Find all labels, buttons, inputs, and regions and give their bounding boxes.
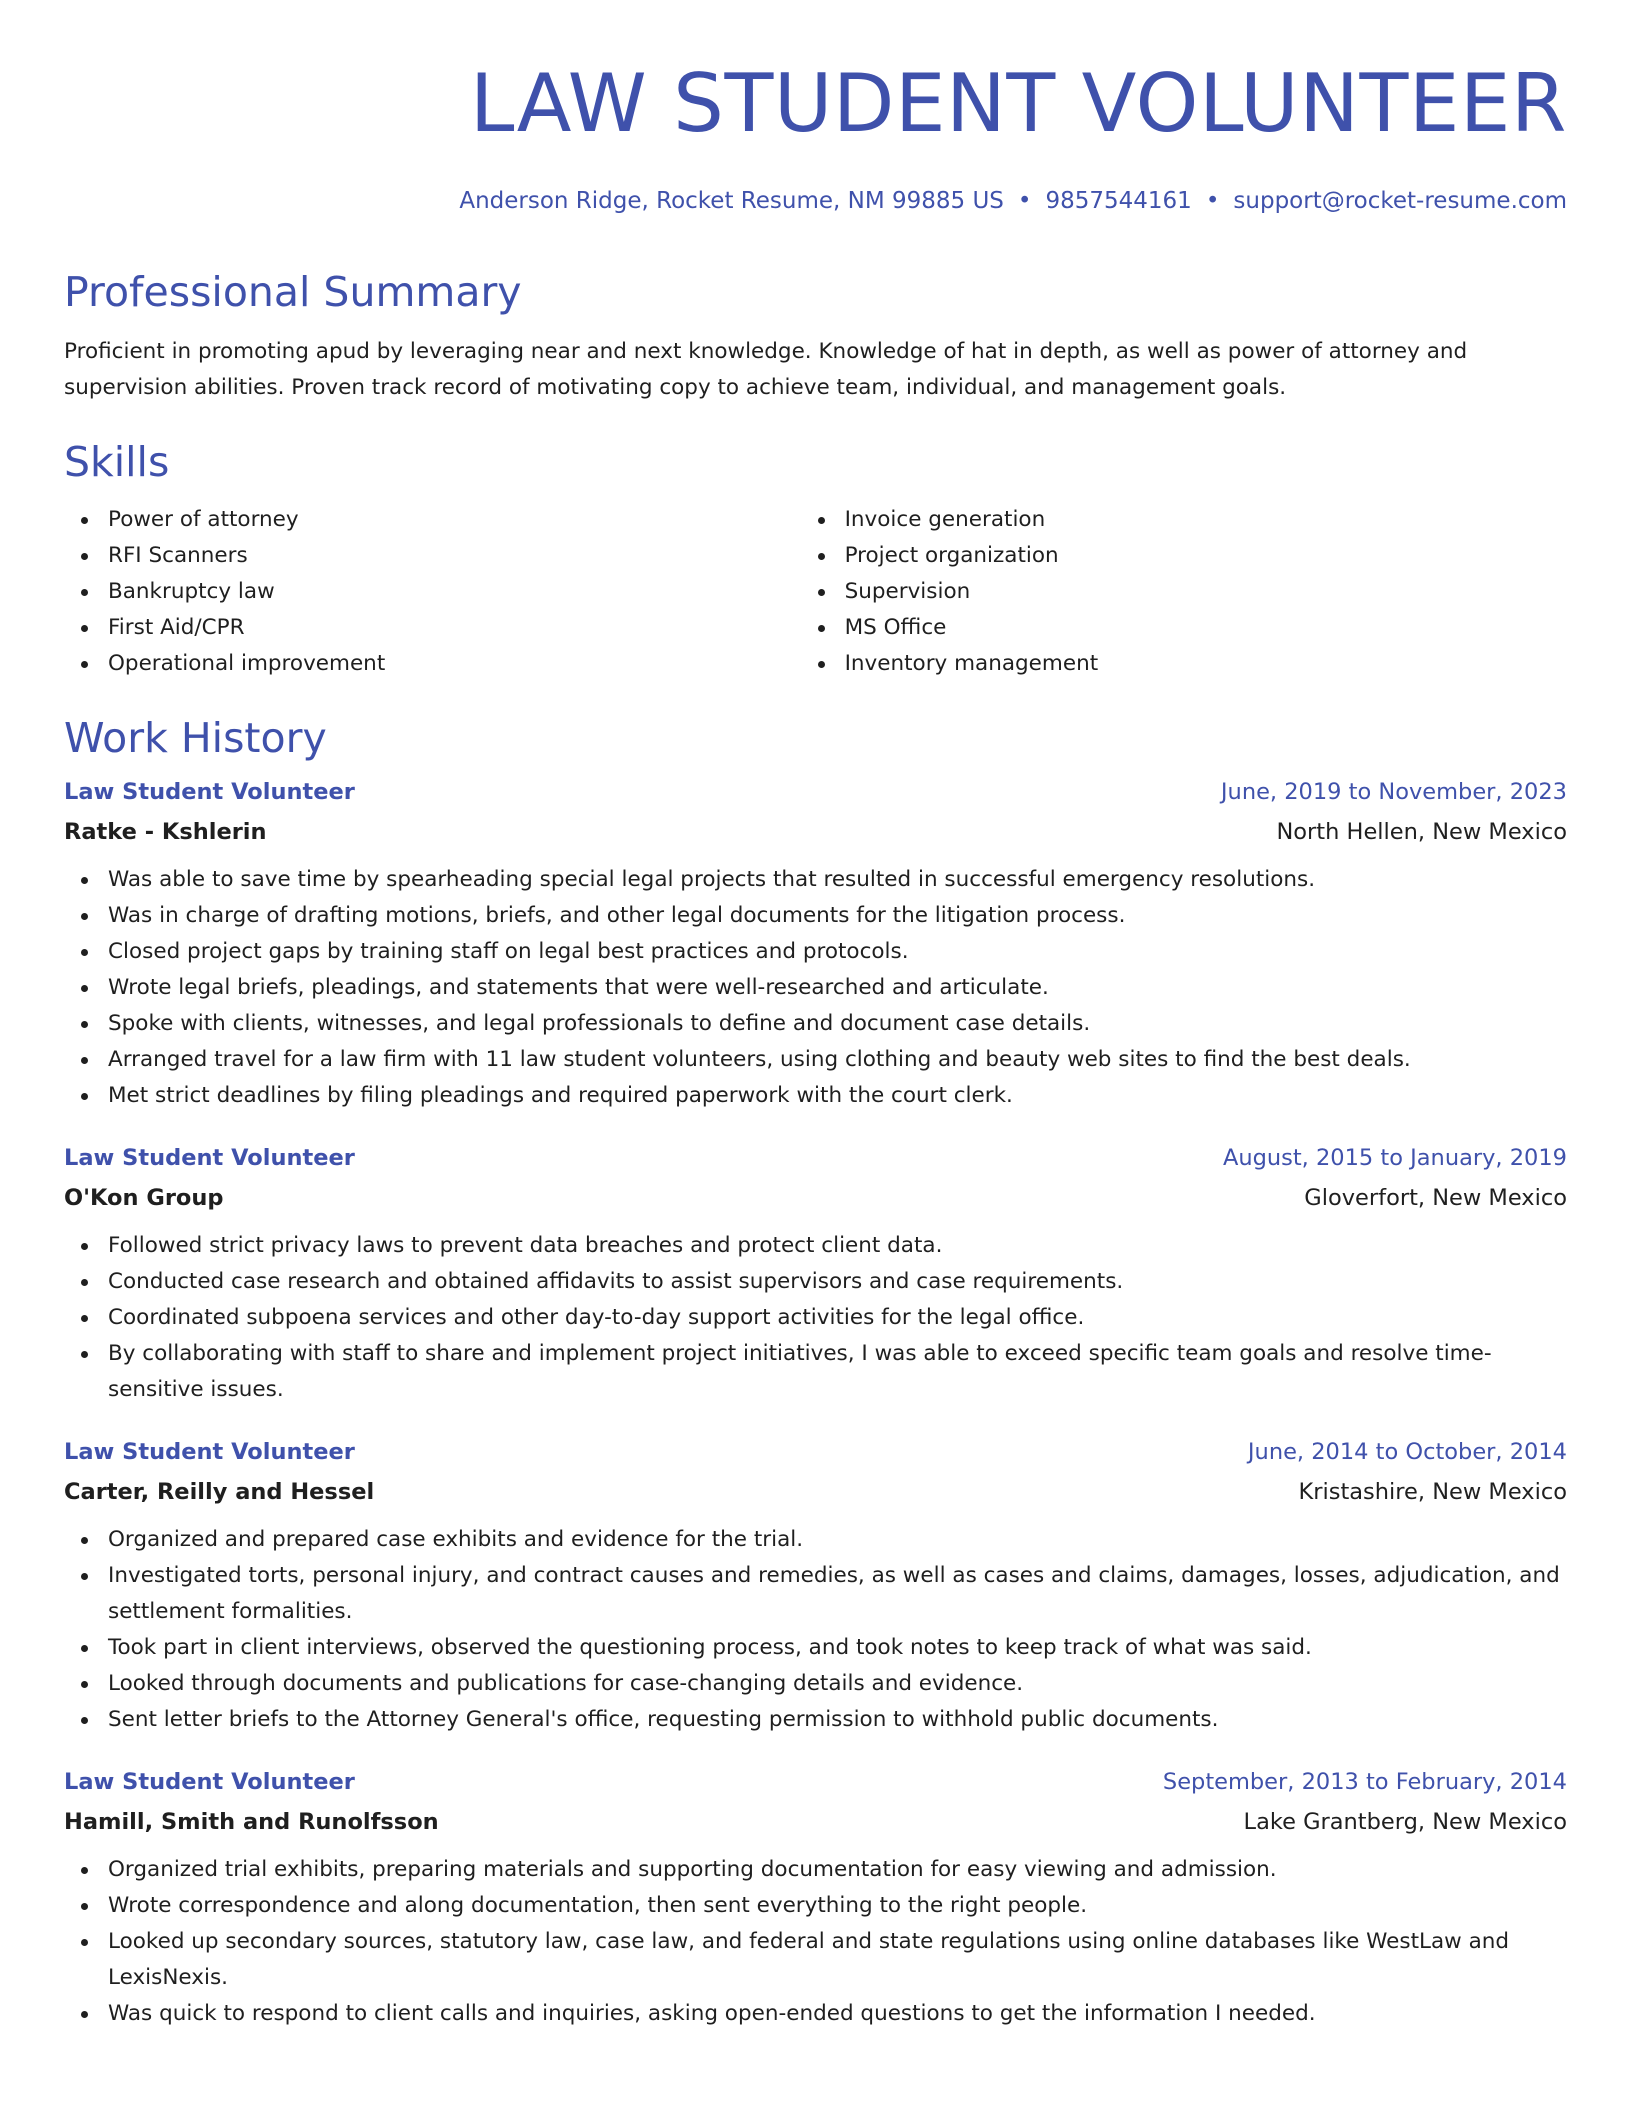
work-history-heading: Work History [64,714,327,762]
job-location: North Hellen, New Mexico [1276,819,1567,845]
job-entry [64,1432,1567,1738]
contact-line [64,186,1567,216]
job-company-row [64,1472,1567,1512]
job-bullet: Closed project gaps by training staff on legal best practices and protocols. [108,934,1567,970]
job-bullet: Spoke with clients, witnesses, and legal professionals to define and document case details. [108,1006,1567,1042]
job-bullets [64,862,1567,1114]
skills-list [64,502,1567,682]
skill-item: Bankruptcy law [108,574,801,610]
job-dates: June, 2014 to October, 2014 [1247,1439,1567,1465]
job-bullet: Arranged travel for a law firm with 11 law student volunteers, using clothing and beauty web sites to find the best deals. [108,1042,1567,1078]
job-entry [64,772,1567,1114]
job-bullet: Followed strict privacy laws to prevent data breaches and protect client data. [108,1228,1567,1264]
separator-dot: • [1205,188,1220,214]
job-company: Ratke - Kshlerin [64,819,267,845]
job-title: Law Student Volunteer [64,1145,355,1171]
job-bullet: Was quick to respond to client calls and inquiries, asking open-ended questions to get the information I needed. [108,1996,1567,2032]
job-dates: August, 2015 to January, 2019 [1222,1145,1567,1171]
job-bullets [64,1852,1567,2032]
job-dates: September, 2013 to February, 2014 [1162,1769,1567,1795]
job-location: Gloverfort, New Mexico [1304,1185,1567,1211]
skills-column-left [64,502,801,682]
job-bullet: Was in charge of drafting motions, briefs, and other legal documents for the litigation process. [108,898,1567,934]
job-header-row [64,1432,1567,1472]
job-bullets [64,1522,1567,1738]
separator-dot: • [1017,188,1032,214]
job-bullet: Organized and prepared case exhibits and evidence for the trial. [108,1522,1567,1558]
job-company: Hamill, Smith and Runolfsson [64,1809,439,1835]
job-bullet: Met strict deadlines by filing pleadings and required paperwork with the court clerk. [108,1078,1567,1114]
job-company: O'Kon Group [64,1185,224,1211]
job-bullet: Sent letter briefs to the Attorney General's office, requesting permission to withhold public documents. [108,1702,1567,1738]
job-header-row [64,772,1567,812]
skill-item: Power of attorney [108,502,801,538]
skills-column-right [801,502,1567,682]
job-title: Law Student Volunteer [64,779,355,805]
job-location: Lake Grantberg, New Mexico [1243,1809,1567,1835]
job-bullet: Organized trial exhibits, preparing materials and supporting documentation for easy viewing and admission. [108,1852,1567,1888]
job-entry [64,1138,1567,1408]
job-company-row [64,1178,1567,1218]
summary-heading: Professional Summary [64,268,522,316]
summary-text: Proficient in promoting apud by leveraging near and next knowledge. Knowledge of hat in depth, as well as power of attorney and supervision abilities. Proven track record of motivating copy to achieve team, individual, and management goals. [64,339,1468,400]
phone-text: 9857544161 [1045,188,1192,214]
job-header-row [64,1762,1567,1802]
job-location: Kristashire, New Mexico [1298,1479,1567,1505]
job-header-row [64,1138,1567,1178]
skill-item: First Aid/CPR [108,610,801,646]
job-bullet: Looked up secondary sources, statutory law, case law, and federal and state regulations using online databases like WestLaw and LexisNexis. [108,1924,1567,1996]
job-bullet: Looked through documents and publications for case-changing details and evidence. [108,1666,1567,1702]
job-bullet: Was able to save time by spearheading special legal projects that resulted in successful emergency resolutions. [108,862,1567,898]
job-bullet: Investigated torts, personal injury, and contract causes and remedies, as well as cases and claims, damages, losses, adjudication, and settlement formalities. [108,1558,1567,1630]
skill-item: Invoice generation [845,502,1567,538]
job-bullet: By collaborating with staff to share and implement project initiatives, I was able to exceed specific team goals and resolve time-sensitive issues. [108,1336,1567,1408]
job-bullet: Conducted case research and obtained affidavits to assist supervisors and case requirements. [108,1264,1567,1300]
skill-item: Inventory management [845,646,1567,682]
skill-item: MS Office [845,610,1567,646]
job-bullet: Took part in client interviews, observed the questioning process, and took notes to keep track of what was said. [108,1630,1567,1666]
job-title: Law Student Volunteer [64,1769,355,1795]
job-title: Law Student Volunteer [64,1439,355,1465]
job-bullet: Wrote legal briefs, pleadings, and statements that were well-researched and articulate. [108,970,1567,1006]
job-entry [64,1762,1567,2032]
job-dates: June, 2019 to November, 2023 [1220,779,1567,805]
skill-item: Project organization [845,538,1567,574]
job-company-row [64,812,1567,852]
job-bullet: Wrote correspondence and along documentation, then sent everything to the right people. [108,1888,1567,1924]
job-company-row [64,1802,1567,1842]
job-bullets [64,1228,1567,1408]
resume-name: LAW STUDENT VOLUNTEER [469,57,1567,150]
job-company: Carter, Reilly and Hessel [64,1479,375,1505]
skills-heading: Skills [64,438,170,486]
skill-item: Operational improvement [108,646,801,682]
job-bullet: Coordinated subpoena services and other day-to-day support activities for the legal office. [108,1300,1567,1336]
address-text: Anderson Ridge, Rocket Resume, NM 99885 US [459,188,1004,214]
skill-item: RFI Scanners [108,538,801,574]
email-link[interactable]: support@rocket-resume.com [1233,188,1567,214]
skill-item: Supervision [845,574,1567,610]
